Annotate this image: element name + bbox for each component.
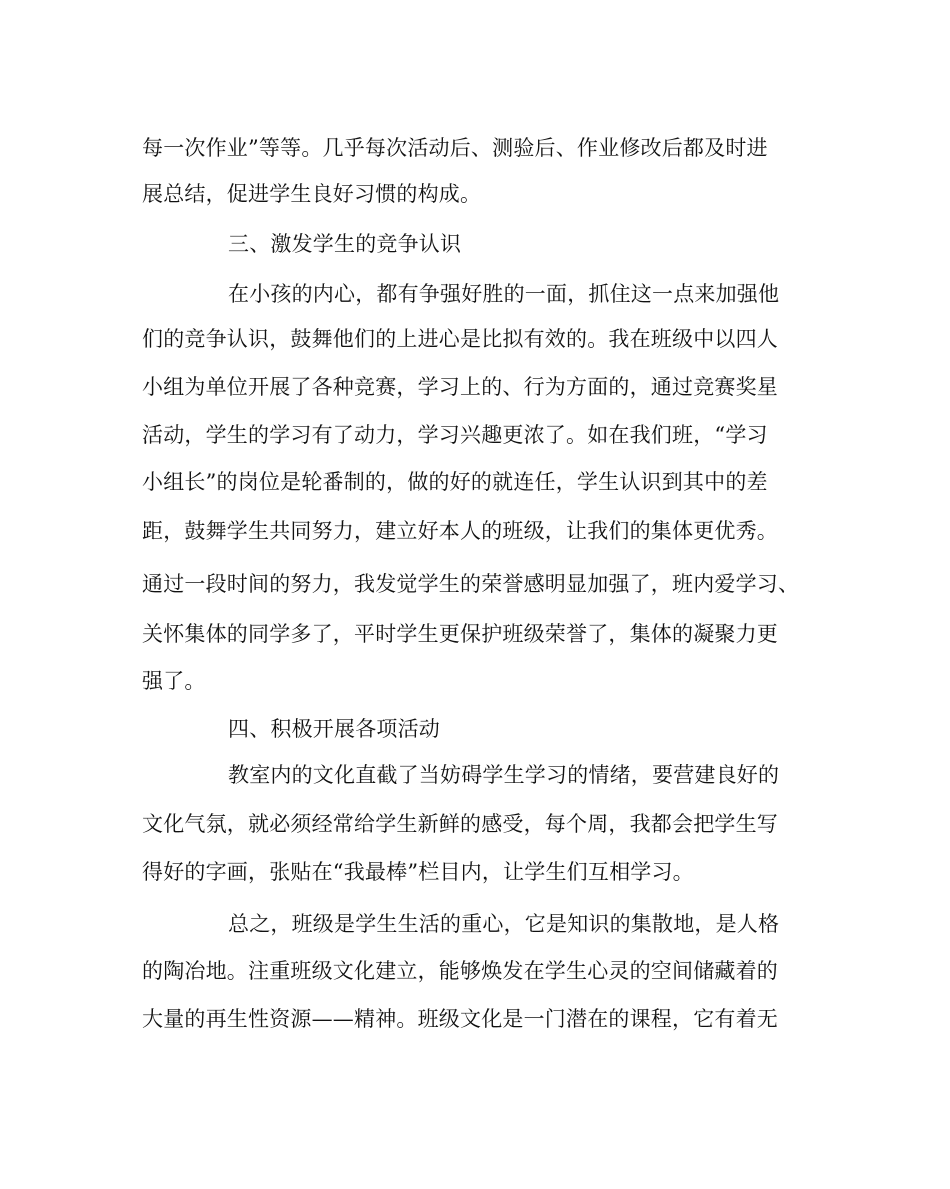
text-line: 展总结，促进学生良好习惯的构成。	[142, 182, 482, 206]
text-line: 强了。	[142, 669, 206, 693]
text-line: 们的竞争认识，鼓舞他们的上进心是比拟有效的。我在班级中以四人	[142, 327, 778, 351]
section-heading: 四、积极开展各项活动	[228, 717, 440, 741]
text-line: 每一次作业”等等。几乎每次活动后、测验后、作业修改后都及时进	[142, 136, 768, 160]
text-line: 教室内的文化直截了当妨碍学生学习的情绪，要营建良好的	[228, 763, 780, 787]
text-line: 文化气氛，就必须经常给学生新鲜的感受，每个周，我都会把学生写	[142, 812, 778, 836]
text-line: 的陶冶地。注重班级文化建立，能够焕发在学生心灵的空间储藏着的	[142, 959, 778, 983]
text-line: 总之，班级是学生生活的重心，它是知识的集散地，是人格	[228, 912, 780, 936]
text-line: 关怀集体的同学多了，平时学生更保护班级荣誉了，集体的凝聚力更	[142, 622, 778, 646]
text-line: 距，鼓舞学生共同努力，建立好本人的班级，让我们的集体更优秀。	[142, 519, 778, 543]
text-line: 小组长”的岗位是轮番制的，做的好的就连任，学生认识到其中的差	[142, 470, 768, 494]
section-heading: 三、激发学生的竞争认识	[228, 232, 462, 256]
text-line: 小组为单位开展了各种竞赛，学习上的、行为方面的，通过竞赛奖星	[142, 375, 778, 399]
text-line: 通过一段时间的努力，我发觉学生的荣誉感明显加强了，班内爱学习、	[142, 572, 800, 596]
text-line: 大量的再生性资源——精神。班级文化是一门潜在的课程，它有着无	[142, 1007, 778, 1031]
text-line: 得好的字画，张贴在“我最棒”栏目内，让学生们互相学习。	[142, 860, 694, 884]
text-line: 在小孩的内心，都有争强好胜的一面，抓住这一点来加强他	[228, 282, 780, 306]
text-line: 活动，学生的学习有了动力，学习兴趣更浓了。如在我们班，“学习	[142, 423, 768, 447]
